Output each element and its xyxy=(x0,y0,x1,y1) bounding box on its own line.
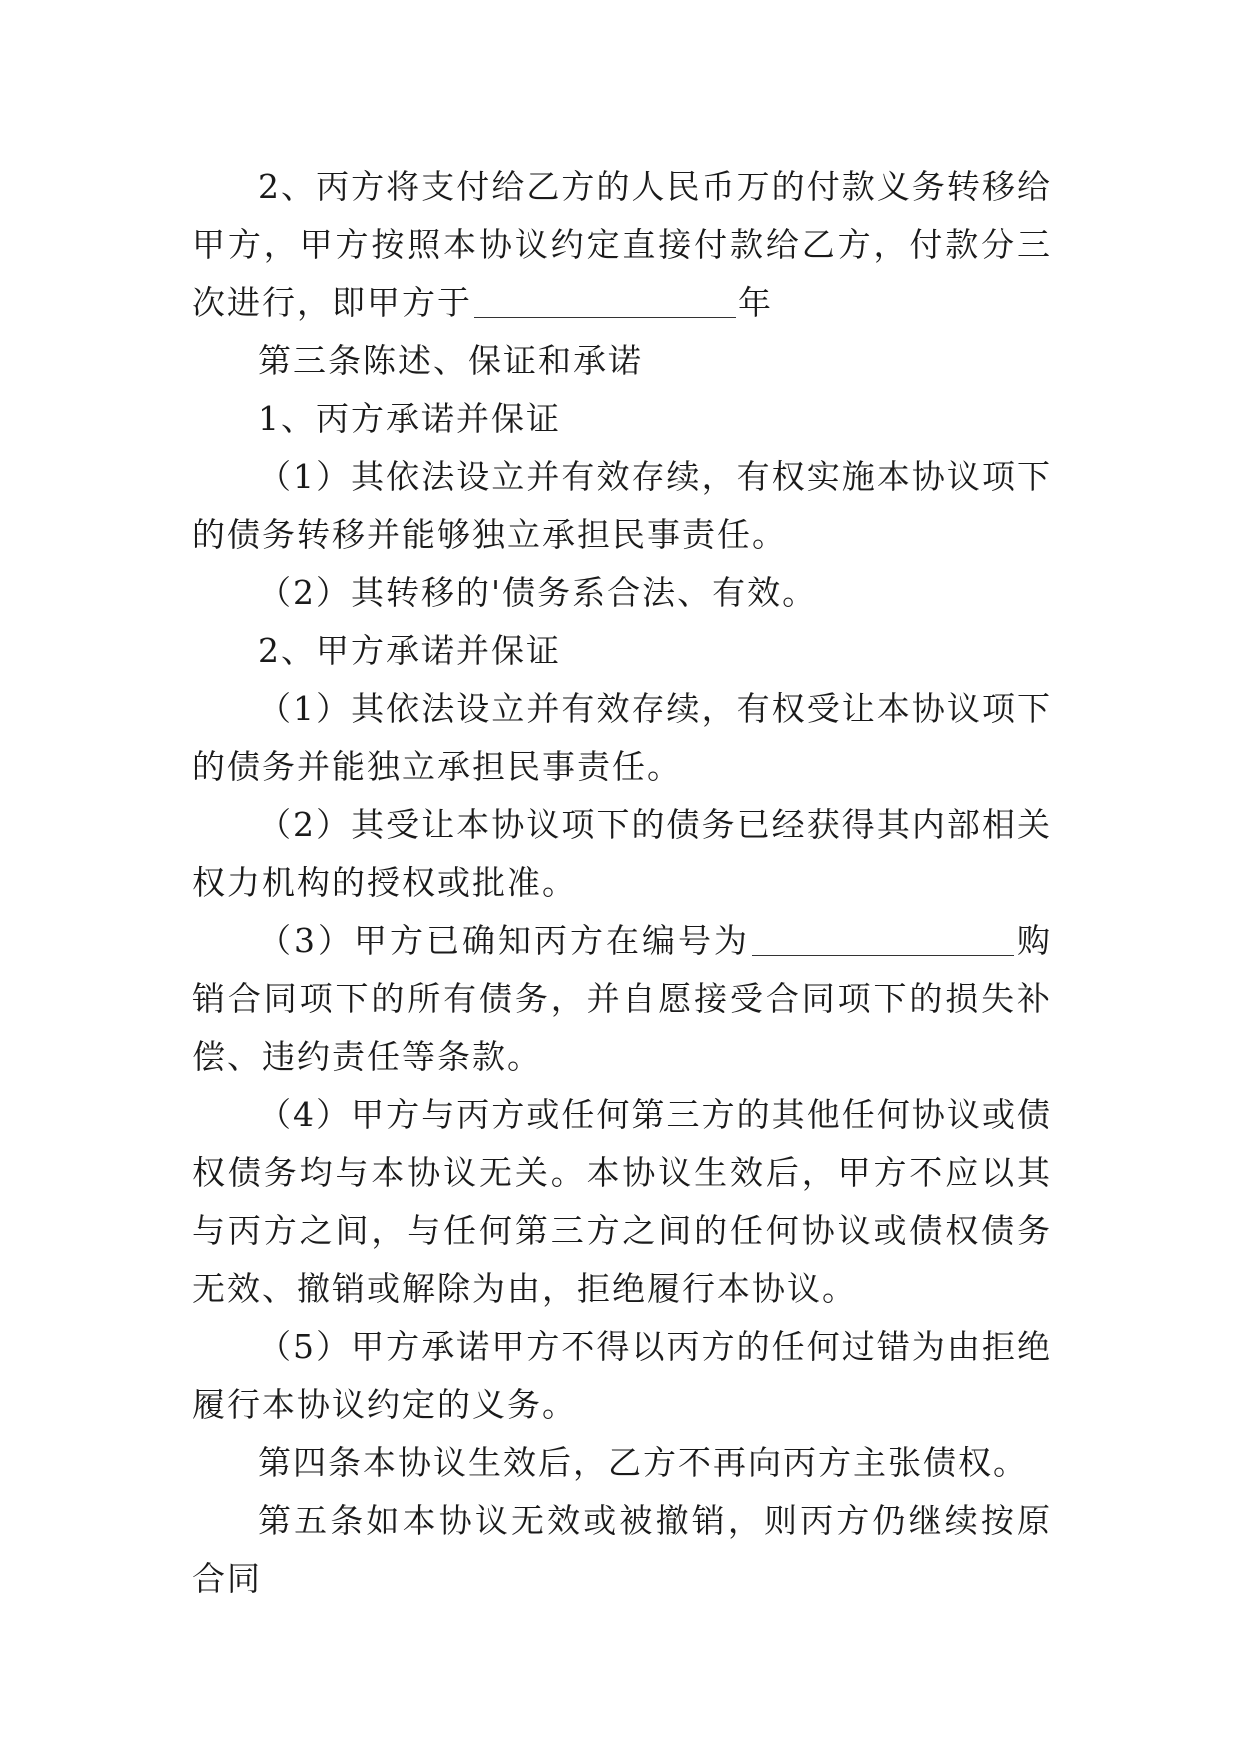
paragraph-text: 购销合同项下的所有债务，并自愿接受合同项下的损失补偿、违约责任等条款。 xyxy=(192,921,1052,1076)
document-body xyxy=(192,158,1052,1608)
clause-heading-party-a: 2、甲方承诺并保证 xyxy=(258,631,561,670)
paragraph-a-4: （4）甲方与丙方或任何第三方的其他任何协议或债权债务均与本协议无关。本协议生效后，甲方不应以其与丙方之间，与任何第三方之间的任何协议或债权债务无效、撤销或解除为由，拒绝履行本协议。 xyxy=(192,1095,1052,1308)
paragraph-a-1: （1）其依法设立并有效存续，有权受让本协议项下的债务并能独立承担民事责任。 xyxy=(192,689,1052,786)
clause-heading-party-c: 1、丙方承诺并保证 xyxy=(258,399,561,438)
paragraph-payment-transfer xyxy=(192,158,1052,332)
paragraph-c-1: （1）其依法设立并有效存续，有权实施本协议项下的债务转移并能够独立承担民事责任。 xyxy=(192,457,1052,554)
paragraph-a-5: （5）甲方承诺甲方不得以丙方的任何过错为由拒绝履行本协议约定的义务。 xyxy=(192,1327,1052,1424)
article-4: 第四条本协议生效后，乙方不再向丙方主张债权。 xyxy=(258,1443,1028,1482)
date-blank-field xyxy=(474,283,736,318)
article-3-heading: 第三条陈述、保证和承诺 xyxy=(258,341,643,380)
contract-number-blank-field xyxy=(752,921,1014,956)
paragraph-a-3 xyxy=(192,912,1052,1086)
paragraph-c-2: （2）其转移的'债务系合法、有效。 xyxy=(258,573,818,612)
paragraph-text: 2、丙方将支付给乙方的人民币万的付款义务转移给甲方，甲方按照本协议约定直接付款给乙方，付款分三次进行，即甲方于 xyxy=(192,167,1052,322)
paragraph-text: （3）甲方已确知丙方在编号为 xyxy=(258,921,750,960)
article-5: 第五条如本协议无效或被撤销，则丙方仍继续按原合同 xyxy=(192,1501,1052,1598)
paragraph-a-2: （2）其受让本协议项下的债务已经获得其内部相关权力机构的授权或批准。 xyxy=(192,805,1052,902)
paragraph-text: 年 xyxy=(738,283,773,322)
